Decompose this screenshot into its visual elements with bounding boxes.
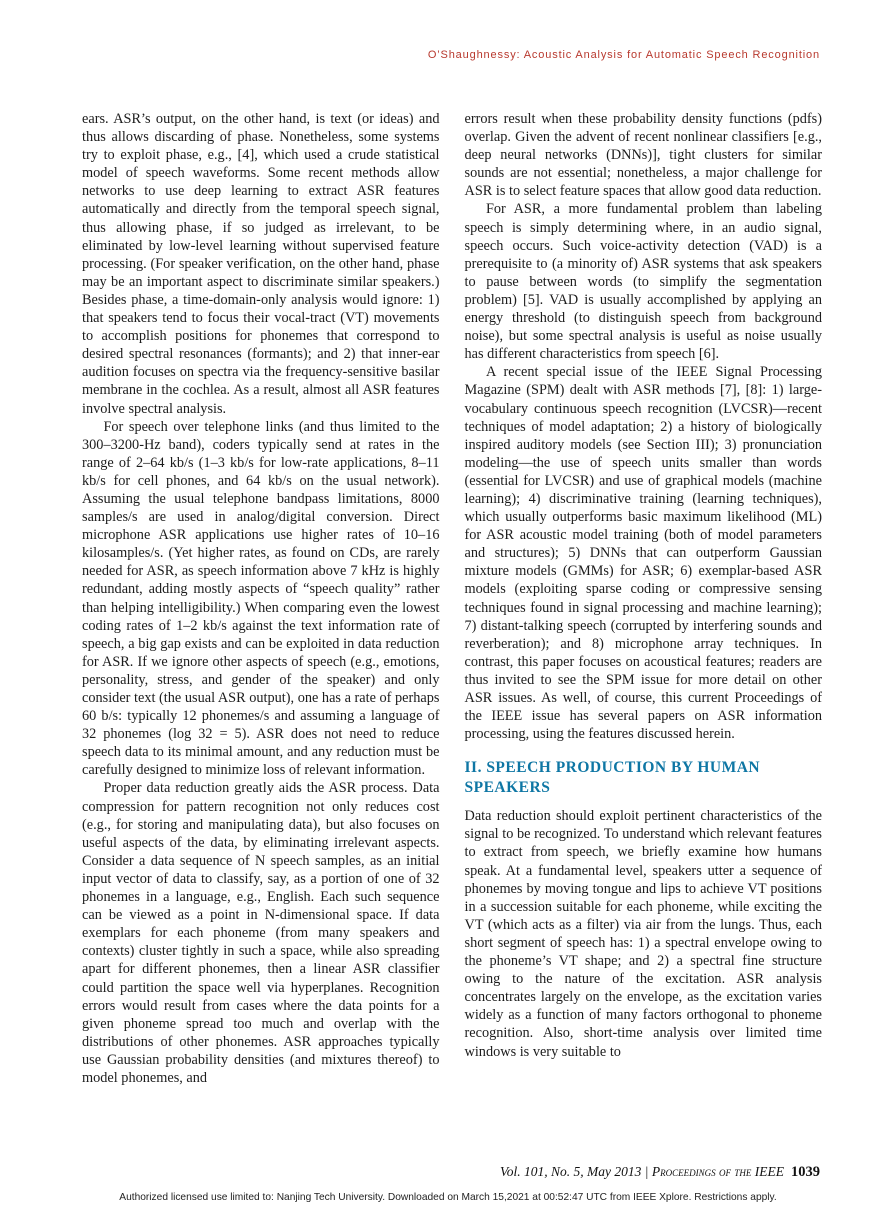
paragraph-left-3: Proper data reduction greatly aids the ASR process. Data compression for pattern recognition not only reduces cost (e.g., for storing and manipulating data), but also focuses on useful aspects of the data, by eliminating irrelevant aspects. Consider a data sequence of N speech samples, as an initial input vector of data to classify, say, as a portion of one of 32 phonemes in a language, e.g., English. Each such sequence can be viewed as a point in N-dimensional space. If data exemplars for each phoneme (from many speakers and contexts) cluster tightly in such a space, while also spreading apart for different phonemes, then a linear ASR classifier could partition the space well via hyperplanes. Recognition errors would result from cases where the data points for a given phoneme spread too much and overlap with the distributions of other phonemes. ASR approaches typically use Gaussian probability densities (and mixtures thereof) to model phonemes, and (82, 780, 440, 1086)
license-stamp: Authorized licensed use limited to: Nanjing Tech University. Downloaded on March 15,2021 at 00:52:47 UTC from IEEE Xplore. Restrictions apply. (119, 1192, 777, 1203)
running-header: O’Shaughnessy: Acoustic Analysis for Automatic Speech Recognition (427, 49, 820, 61)
paragraph-right-2: For ASR, a more fundamental problem than labeling speech is simply determining where, in an audio signal, speech occurs. Such voice-activity detection (VAD) is a prerequisite to (a minority of) ASR systems that ask speakers to pause between words (to simplify the segmentation problem) [5]. VAD is usually accomplished by applying an energy threshold (to distinguish speech from background noise), but some spectral analysis is useful as noise usually has different characteristics from speech [6]. (464, 201, 822, 363)
paragraph-left-2: For speech over telephone links (and thus limited to the 300–3200-Hz band), coders typically send at rates in the range of 2–64 kb/s (1–3 kb/s for low-rate applications, 8–11 kb/s for cell phones, and 64 kb/s on the usual network). Assuming the usual telephone bandpass limitations, 8000 samples/s are used in analog/digital conversion. Direct microphone ASR applications use higher rates of 10–16 kilosamples/s. (Yet higher rates, as found on CDs, are rarely needed for ASR, as speech information above 7 kHz is highly redundant, adding mostly aspects of “speech quality” rather than helping intelligibility.) When comparing even the lowest coding rates of 1–2 kb/s against the text information rate of speech, a big gap exists and can be exploited in data reduction for ASR. If we ignore other aspects of speech (e.g., emotions, personality, stress, and gender of the speaker) and only consider text (the usual ASR output), one has a rate of perhaps 60 b/s: typically 12 phonemes/s and assuming a language of 32 phonemes (log 32 = 5). ASR does not need to reduce speech data to its minimal amount, and any reduction must be carefully designed to minimize loss of relevant information. (82, 418, 440, 779)
journal-volume-line (500, 1164, 784, 1179)
left-column (82, 110, 440, 1087)
journal-name: Proceedings of the IEEE (651, 1164, 784, 1179)
section-heading: II. SPEECH PRODUCTION BY HUMAN SPEAKERS (464, 759, 761, 797)
page-number: 1039 (791, 1164, 820, 1180)
volume-issue-date: Vol. 101, No. 5, May 2013 | (500, 1164, 649, 1179)
paragraph-right-4: Data reduction should exploit pertinent characteristics of the signal to be recognized. To understand which relevant features to extract from speech, we briefly examine how humans speak. At a fundamental level, speakers utter a sequence of phonemes by moving tongue and lips to achieve VT positions in a succession suitable for each phoneme, while exciting the VT (which acts as a filter) via air from the lungs. Thus, each short segment of speech has: 1) a spectral envelope owing to the phoneme’s VT shape; and 2) a spectral fine structure owing to the nature of the excitation. ASR analysis concentrates largely on the envelope, as the excitation varies widely as a function of many factors orthogonal to phoneme recognition. Also, short-time analysis over limited time windows is very suitable to (464, 808, 822, 1060)
body-columns (82, 110, 822, 1087)
paragraph-right-1: errors result when these probability density functions (pdfs) overlap. Given the advent of recent nonlinear classifiers [e.g., deep neural networks (DNNs)], tight clusters for similar sounds are not essential; nonetheless, a major challenge for ASR is to select feature spaces that allow good data reduction. (464, 111, 822, 200)
paragraph-left-1: ears. ASR’s output, on the other hand, is text (or ideas) and thus allows discarding of phase. Nonetheless, some systems try to exploit phase, e.g., [4], which used a crude statistical model of speech waveforms. Some recent methods allow networks to use deep learning to extract ASR features automatically and directly from the temporal speech signal, thus allowing phase, if so judged as irrelevant, to be eliminated by low-level learning without supervised feature processing. (For speaker verification, on the other hand, phase may be an important aspect to discriminate similar speakers.) Besides phase, a time-domain-only analysis would ignore: 1) that speakers tend to focus their vocal-tract (VT) movements to accomplish positions for phonemes that correspond to desired spectral resonances (formants); and 2) that inner-ear audition focuses on spectra via the frequency-sensitive basilar membrane in the cochlea. As a result, almost all ASR features involve spectral analysis. (82, 111, 440, 417)
page-footer (82, 1164, 820, 1181)
paragraph-right-3: A recent special issue of the IEEE Signal Processing Magazine (SPM) dealt with ASR methods [7], [8]: 1) large-vocabulary continuous speech recognition (LVCSR)—recent techniques of model adaptation; 2) a history of biologically inspired auditory models (see Section III); 3) pronunciation modeling—the use of speech units smaller than words (essential for LVCSR) and use of graphical models (machine learning); 4) discriminative training (learning techniques), which usually outperforms basic maximum likelihood (ML) for ASR acoustic model training (both of model parameters and structures); 5) DNNs that can outperform Gaussian mixture models (GMMs) for ASR; 6) exemplar-based ASR models (exploiting sparse coding or compressive sensing techniques found in signal processing and machine learning); 7) distant-talking speech (corrupted by interfering sounds and reverberation); and 8) microphone array techniques. In contrast, this paper focuses on acoustical features; readers are thus invited to see the SPM issue for more detail on other ASR issues. As well, of course, this current Proceedings of the IEEE issue has several papers on ASR information processing, using the features discussed herein. (464, 364, 822, 743)
right-column (465, 110, 823, 1087)
